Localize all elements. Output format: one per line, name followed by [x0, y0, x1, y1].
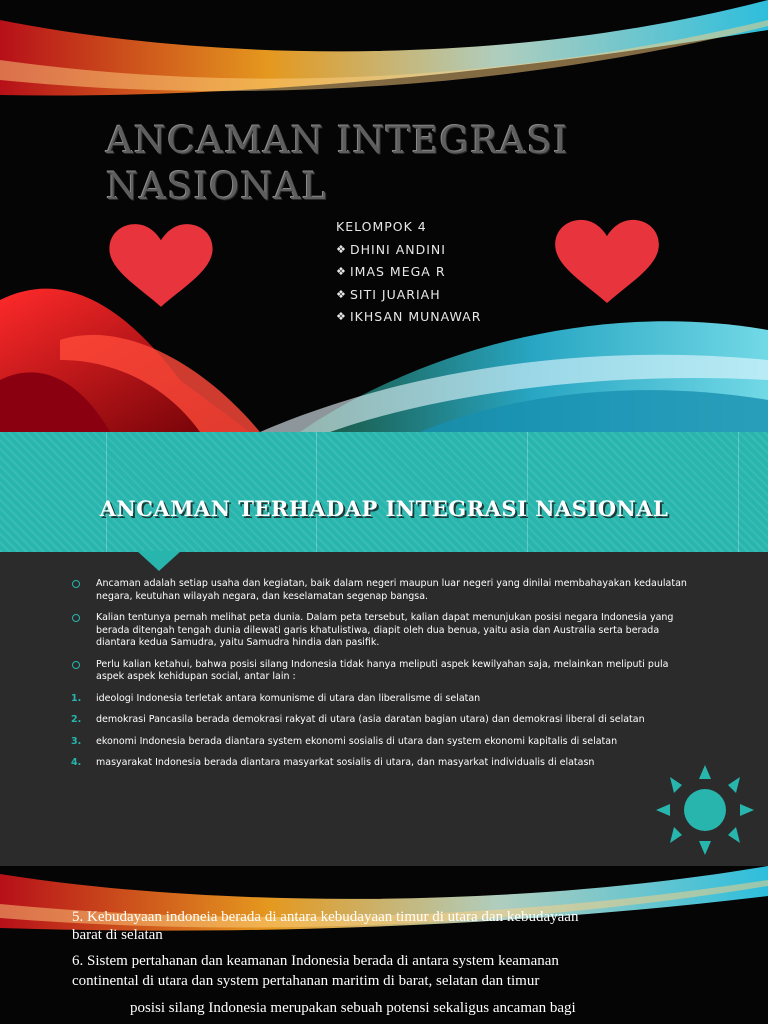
- title-line-1: ANCAMAN INTEGRASI: [106, 119, 569, 162]
- diamond-bullet-icon: ❖: [336, 287, 347, 301]
- sun-icon: [652, 765, 758, 855]
- member-name: IKHSAN MUNAWAR: [350, 309, 482, 325]
- member-list: [336, 238, 481, 328]
- text-line: 5. Kebudayaan indoneia berada di antara kebudayaan timur di utara dan kebudayaan: [72, 909, 579, 925]
- title-line-2: NASIONAL: [106, 165, 328, 208]
- slide-content: [0, 432, 768, 866]
- circle-bullet-icon: [72, 580, 80, 588]
- slide-title-text: [106, 118, 626, 210]
- numbered-item: 4. masyarakat Indonesia berada diantara masyarkat sosialis di utara, dan masyarkat individualis di elatasn: [71, 757, 595, 768]
- bullet-paragraph: Perlu kalian ketahui, bahwa posisi silang Indonesia tidak hanya meliputi aspek kewilyahan saja, melainkan meliputi pula aspek aspek kehidupan social, antar lain :: [70, 659, 695, 684]
- diamond-bullet-icon: ❖: [336, 310, 347, 324]
- numbered-item: 2. demokrasi Pancasila berada demokrasi rakyat di utara (asia daratan bagian utara) dan demokrasi liberal di selatan: [71, 714, 645, 725]
- banner-pointer: [137, 551, 181, 571]
- circle-bullet-icon: [72, 614, 80, 622]
- text-line: posisi silang Indonesia merupakan sebuah potensi sekaligus ancaman bagi: [130, 1000, 576, 1016]
- member-name: SITI JUARIAH: [350, 286, 441, 302]
- content-body: [70, 578, 695, 779]
- slide-heading: ANCAMAN TERHADAP INTEGRASI NASIONAL: [99, 496, 669, 521]
- text-line: barat di selatan: [72, 927, 163, 943]
- member-name: DHINI ANDINI: [350, 241, 446, 257]
- list-item: [336, 261, 481, 284]
- group-heading: KELOMPOK 4: [336, 219, 427, 234]
- list-item: [336, 283, 481, 306]
- diamond-bullet-icon: ❖: [336, 242, 347, 256]
- list-item: [336, 238, 481, 261]
- slide-title: [0, 0, 768, 432]
- heart-icon: [553, 215, 661, 309]
- numbered-item: 1. ideologi Indonesia terletak antara komunisme di utara dan liberalisme di selatan: [71, 692, 481, 704]
- diamond-bullet-icon: ❖: [336, 265, 347, 279]
- bullet-paragraph: Ancaman adalah setiap usaha dan kegiatan, baik dalam negeri maupun luar negeri yang dinilai membahayakan kedaulatan negara, keutuhan wilayah negara, dan keselamatan segenap bangsa.: [70, 578, 695, 603]
- bullet-paragraph: Kalian tentunya pernah melihat peta dunia. Dalam peta tersebut, kalian dapat menunjukan posisi negara Indonesia yang berada ditengah tengah dunia dilewati garis khatulistiwa, diapit oleh dua benua, yaitu asia dan Australia serta berada diantara kedua Samudra, yaitu Samudra hindia dan pasifik.: [70, 612, 695, 650]
- heart-icon: [107, 223, 215, 309]
- text-line: continental di utara dan system pertahanan maritim di barat, selatan dan timur: [72, 973, 540, 989]
- text-line: 6. Sistem pertahanan dan keamanan Indonesia berada di antara system keamanan: [72, 953, 559, 969]
- circle-bullet-icon: [72, 661, 80, 669]
- list-item: [336, 306, 481, 329]
- title-banner: [0, 432, 768, 552]
- slide-continuation: [0, 866, 768, 1024]
- member-name: IMAS MEGA R: [350, 264, 446, 280]
- numbered-item: 3. ekonomi Indonesia berada diantara system ekonomi sosialis di utara dan system ekonomi kapitalis di selatan: [71, 735, 618, 747]
